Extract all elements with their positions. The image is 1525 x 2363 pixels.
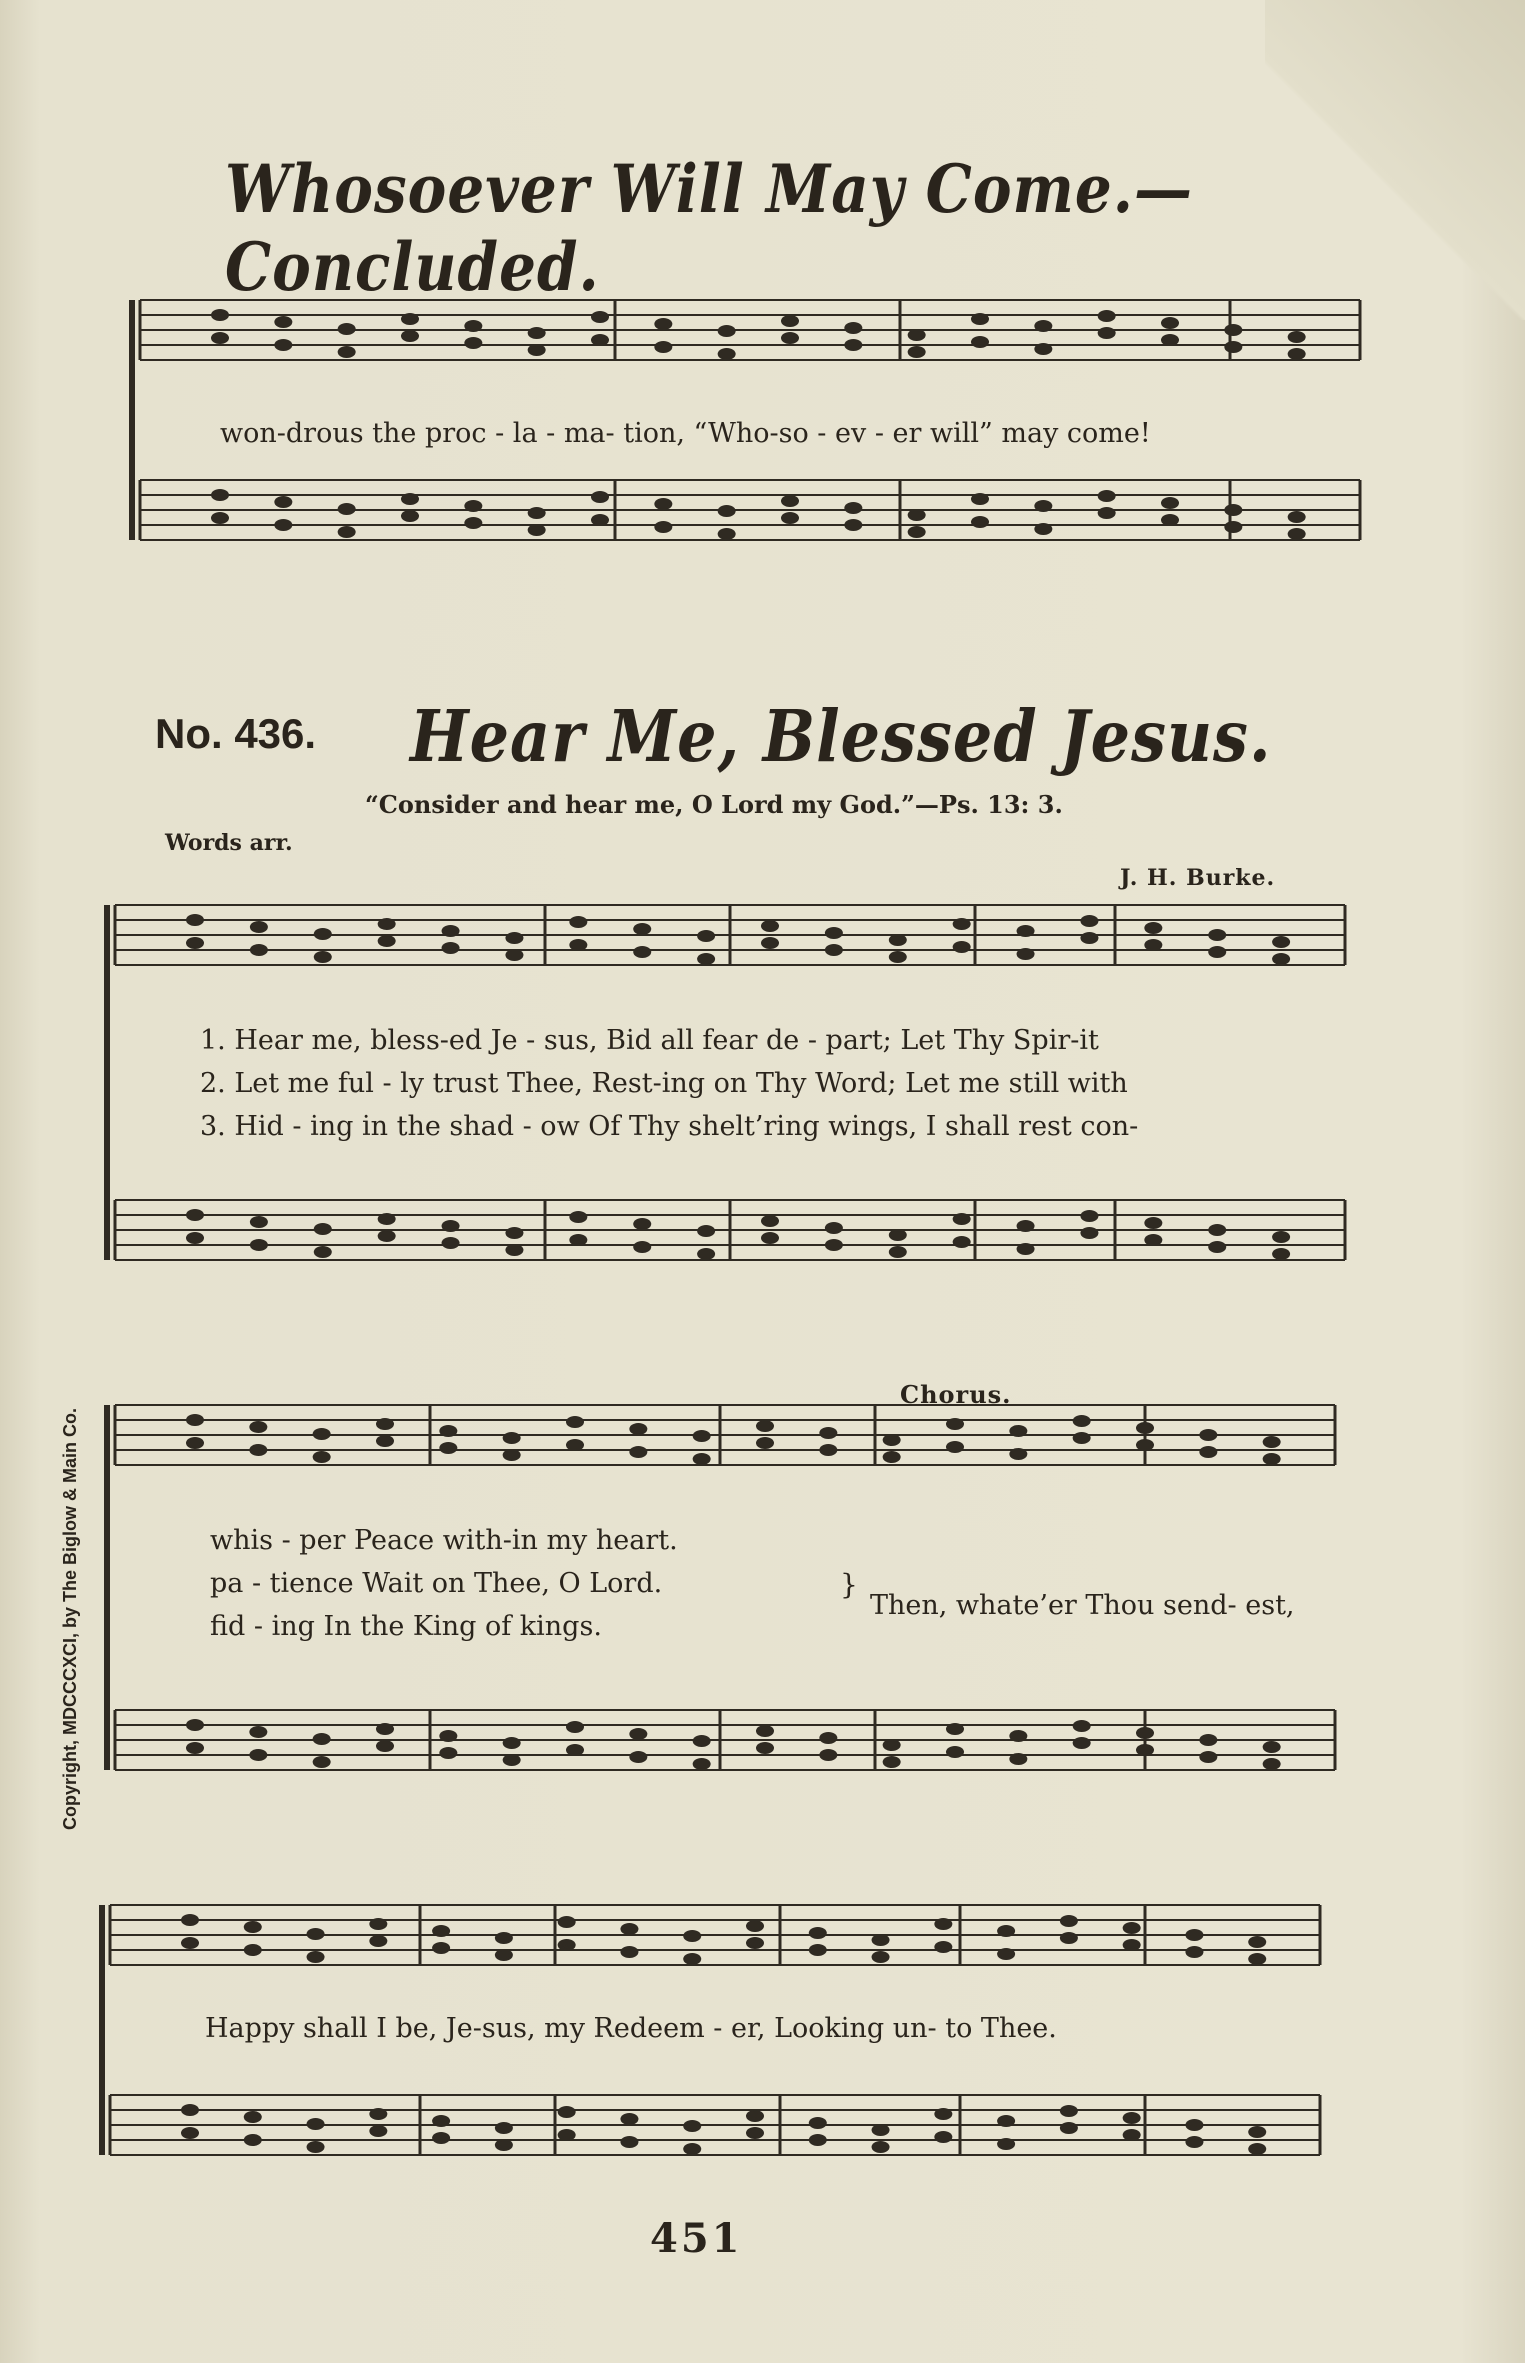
- words-credit: Words arr.: [165, 830, 293, 856]
- hymn-number: No. 436.: [155, 710, 317, 757]
- copyright-notice: Copyright, MDCCCXCI, by The Biglow & Main Co.: [60, 1408, 80, 1830]
- system2-verse1: 1. Hear me, bless-ed Je - sus, Bid all fear de - part; Let Thy Spir-it: [200, 1025, 1099, 1056]
- page-number: 451: [650, 2215, 743, 2262]
- staff-system1-bass: [140, 480, 1360, 540]
- system3-verse1: whis - per Peace with-in my heart.: [210, 1525, 678, 1556]
- staff-system3-bass: [115, 1710, 1335, 1770]
- staff-system4-bass: [110, 2095, 1320, 2155]
- system2-verse2: 2. Let me ful - ly trust Thee, Rest-ing on Thy Word; Let me still with: [200, 1068, 1128, 1099]
- system3-verse2: pa - tience Wait on Thee, O Lord.: [210, 1568, 663, 1599]
- system4-chorus: Happy shall I be, Je-sus, my Redeem - er, Looking un- to Thee.: [205, 2013, 1057, 2044]
- system3-bracket: }: [840, 1568, 858, 1601]
- concluded-title: Whosoever Will May Come.—Concluded.: [225, 149, 1193, 307]
- system3-chorus: Then, whate’er Thou send- est,: [870, 1590, 1295, 1621]
- hymn-title: Hear Me, Blessed Jesus.: [410, 694, 1272, 779]
- staff-system2-treble: [115, 905, 1345, 965]
- system3-verse3: fid - ing In the King of kings.: [210, 1611, 602, 1642]
- system2-verse3: 3. Hid - ing in the shad - ow Of Thy shelt’ring wings, I shall rest con-: [200, 1111, 1139, 1142]
- composer-credit: J. H. Burke.: [1120, 865, 1276, 891]
- staff-system4-treble: [110, 1905, 1320, 1965]
- staff-system1-treble: [140, 300, 1360, 360]
- system1-lyrics: won-drous the proc - la - ma- tion, “Who-so - ev - er will” may come!: [220, 418, 1151, 449]
- scripture-epigraph: “Consider and hear me, O Lord my God.”—Ps. 13: 3.: [365, 790, 1063, 819]
- staff-system2-bass: [115, 1200, 1345, 1260]
- chorus-label: Chorus.: [900, 1380, 1012, 1409]
- staff-system3-treble: [115, 1405, 1335, 1465]
